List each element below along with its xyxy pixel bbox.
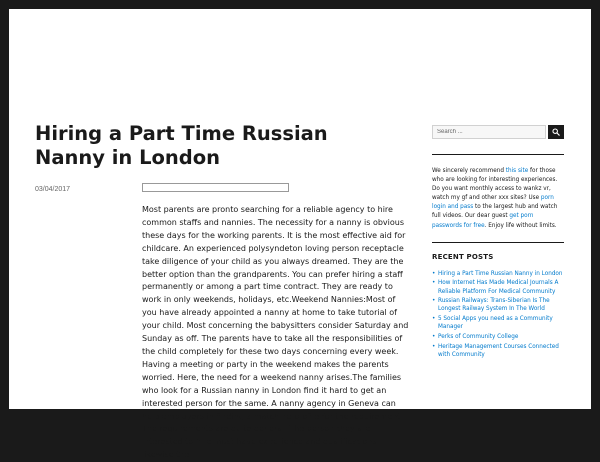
list-item (432, 315, 564, 331)
post-title: Hiring a Part Time Russian Nanny in London (35, 122, 328, 169)
page (9, 9, 591, 460)
search-button[interactable] (548, 125, 564, 139)
porn-login-link[interactable]: porn login and pass (432, 195, 554, 211)
recent-post-link[interactable]: Russian Railways: Trans-Siberian Is The Longest Railway System In The World (438, 298, 550, 313)
recent-post-link[interactable]: Perks of Community College (438, 334, 519, 341)
recent-post-link[interactable]: 5 Social Apps you need as a Community Manager (438, 316, 553, 331)
text-widget-part: . Enjoy life without limits. (484, 222, 557, 229)
this-site-link[interactable]: this site (505, 168, 529, 174)
text-widget (432, 167, 564, 231)
search-form (432, 125, 564, 139)
search-icon (552, 128, 560, 136)
sidebar (432, 125, 564, 361)
post-date (35, 186, 70, 193)
search-input[interactable] (432, 125, 546, 139)
recent-post-link[interactable]: How Internet Has Made Medical Journals A Reliable Platform For Medical Community (438, 280, 559, 295)
list-item (432, 279, 564, 295)
list-item (432, 343, 564, 359)
porn-passwords-link[interactable]: get porn passwords for free (432, 213, 534, 229)
text-widget-part: We sincerely recommend (432, 168, 506, 174)
recent-posts-title: RECENT POSTS (432, 252, 494, 261)
ad-box (142, 183, 289, 192)
list-item (432, 270, 564, 278)
recent-post-link[interactable]: Hiring a Part Time Russian Nanny in London (438, 270, 563, 277)
post-content: Most parents are pronto searching for a reliable agency to hire common staffs and nannies. The necessity for a nanny is obvious these days for the working parents. It is the most effective aid for childcare. An experienced polysyndeton loving person receptacle take diligence of your child as you always dreamed. They are the better option than the grandparents. You can prefer hiring a staff permanently or among a part time contract. They are ready to work in only weekends, holidays, etc.Weekend Nannies:Most of you have already appointed a nanny at home to take tutorial of your child. Most concerning the babysitters consider Saturday and Sunday as off. The parents have to take all the responsibilities of the child completely for these two days concerning every week. Having a meeting or party in the weekend makes the parents worried. Here, the need for a weekend nanny arises.The families who look for a Russian nanny in London find it hard to get an interested person for the same. A nanny agency in Geneva can help employers in finding a matching profile for the requirement. The requirements are quite general. The person they are interested to hire must have experience and qualifications likewise the (142, 205, 409, 460)
recent-post-link[interactable]: Heritage Management Courses Connected with Community (438, 343, 559, 358)
widget-divider (432, 242, 564, 243)
widget-divider (432, 154, 564, 155)
post-date-link[interactable]: 03/04/2017 (35, 186, 71, 193)
recent-posts-list (432, 270, 564, 360)
text-widget-part: to the largest hub and watch full videos. Our dear guest (432, 204, 558, 220)
list-item (432, 297, 564, 313)
text-widget-part: for those who are looking for interesting experiences. Do you want monthly access to wankz vr, watch my gf and other xxx sites? Use (432, 168, 558, 202)
list-item (432, 333, 564, 341)
